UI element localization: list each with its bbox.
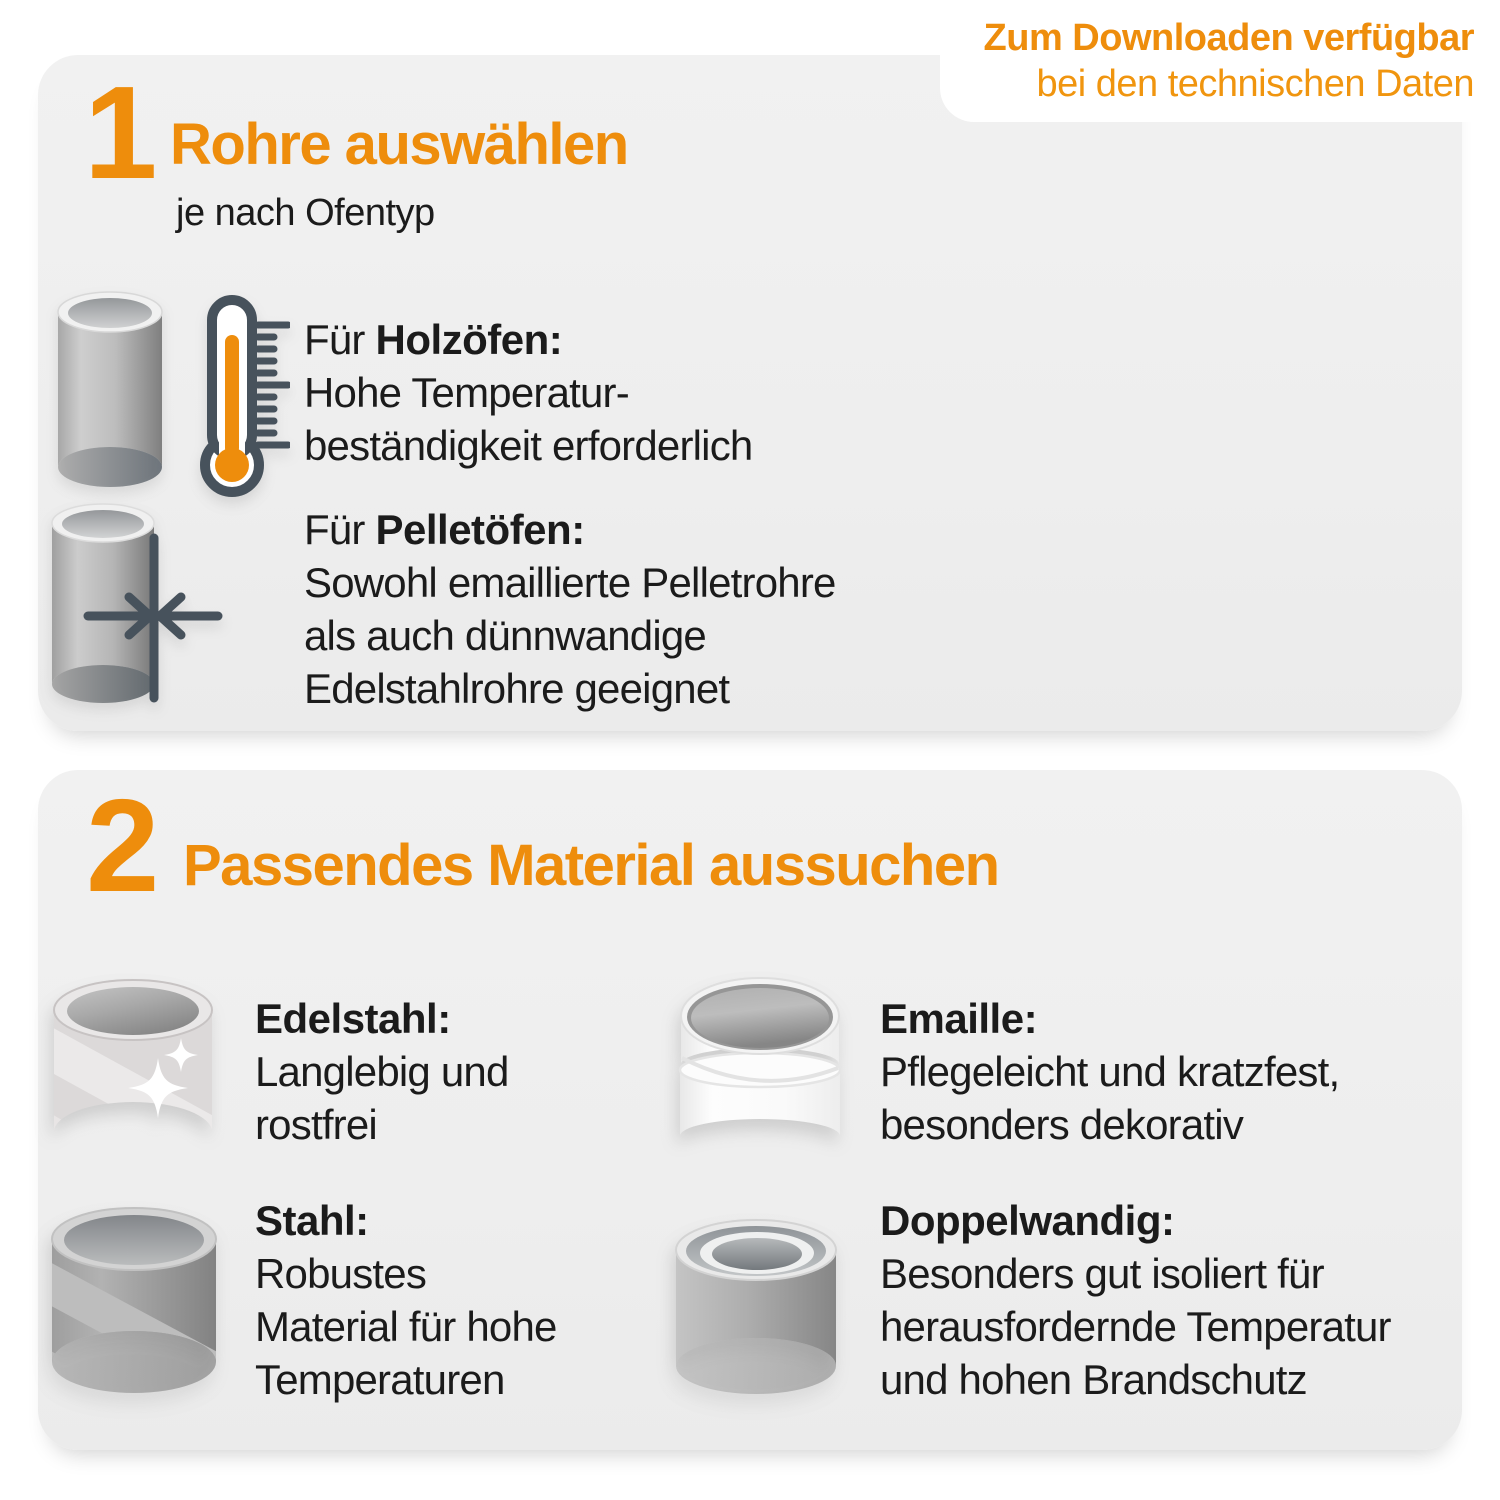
text-line: Edelstahlrohre geeignet: [304, 665, 730, 712]
doppelwandig-label: Doppelwandig:: [880, 1197, 1175, 1244]
text-line: Hohe Temperatur-: [304, 369, 629, 416]
pipe-icon: [54, 287, 166, 492]
pelletoefen-text: [304, 503, 836, 715]
text-line: Temperaturen: [255, 1356, 505, 1403]
enamel-pipe-icon: [672, 966, 848, 1166]
text-line: als auch dünnwandige: [304, 612, 706, 659]
text-line: Langlebig und: [255, 1048, 509, 1095]
double-wall-pipe-icon: [672, 1198, 840, 1403]
text-line: und hohen Brandschutz: [880, 1356, 1307, 1403]
emaille-label: Emaille:: [880, 995, 1038, 1042]
text-line: rostfrei: [255, 1101, 377, 1148]
download-hint-line1: Zum Downloaden verfügbar: [983, 17, 1474, 59]
text-line: beständigkeit erforderlich: [304, 422, 753, 469]
text-line: Material für hohe: [255, 1303, 557, 1350]
stainless-steel-pipe-icon: [50, 966, 218, 1174]
doppelwandig-text: [880, 1194, 1391, 1406]
thin-wall-pipe-icon: [50, 500, 225, 710]
section-1-subtitle: je nach Ofentyp: [176, 192, 435, 234]
holzoefen-text: [304, 313, 752, 472]
section-1-panel: [38, 55, 1462, 731]
text-line: Robustes: [255, 1250, 427, 1297]
stahl-label: Stahl:: [255, 1197, 369, 1244]
steel-pipe-icon: [48, 1194, 220, 1404]
text-line: besonders dekorativ: [880, 1101, 1244, 1148]
text-line: Pflegeleicht und kratzfest,: [880, 1048, 1340, 1095]
emaille-text: [880, 992, 1339, 1151]
text-line: Besonders gut isoliert für: [880, 1250, 1324, 1297]
pelletoefen-label: Für Pelletöfen:: [304, 506, 585, 553]
download-hint-badge[interactable]: [940, 0, 1500, 122]
section-2-number: 2: [86, 772, 156, 919]
section-1-number: 1: [84, 59, 154, 206]
section-1-title: Rohre auswählen: [170, 112, 628, 177]
edelstahl-label: Edelstahl:: [255, 995, 451, 1042]
thermometer-icon: [198, 295, 290, 500]
holzoefen-label: Für Holzöfen:: [304, 316, 563, 363]
edelstahl-text: [255, 992, 509, 1151]
section-2-title: Passendes Material aussuchen: [183, 833, 999, 898]
stahl-text: [255, 1194, 557, 1406]
text-line: herausfordernde Temperatur: [880, 1303, 1391, 1350]
text-line: Sowohl emaillierte Pelletrohre: [304, 559, 836, 606]
section-2-panel: [38, 770, 1462, 1450]
download-hint-line2: bei den technischen Daten: [1036, 63, 1474, 105]
